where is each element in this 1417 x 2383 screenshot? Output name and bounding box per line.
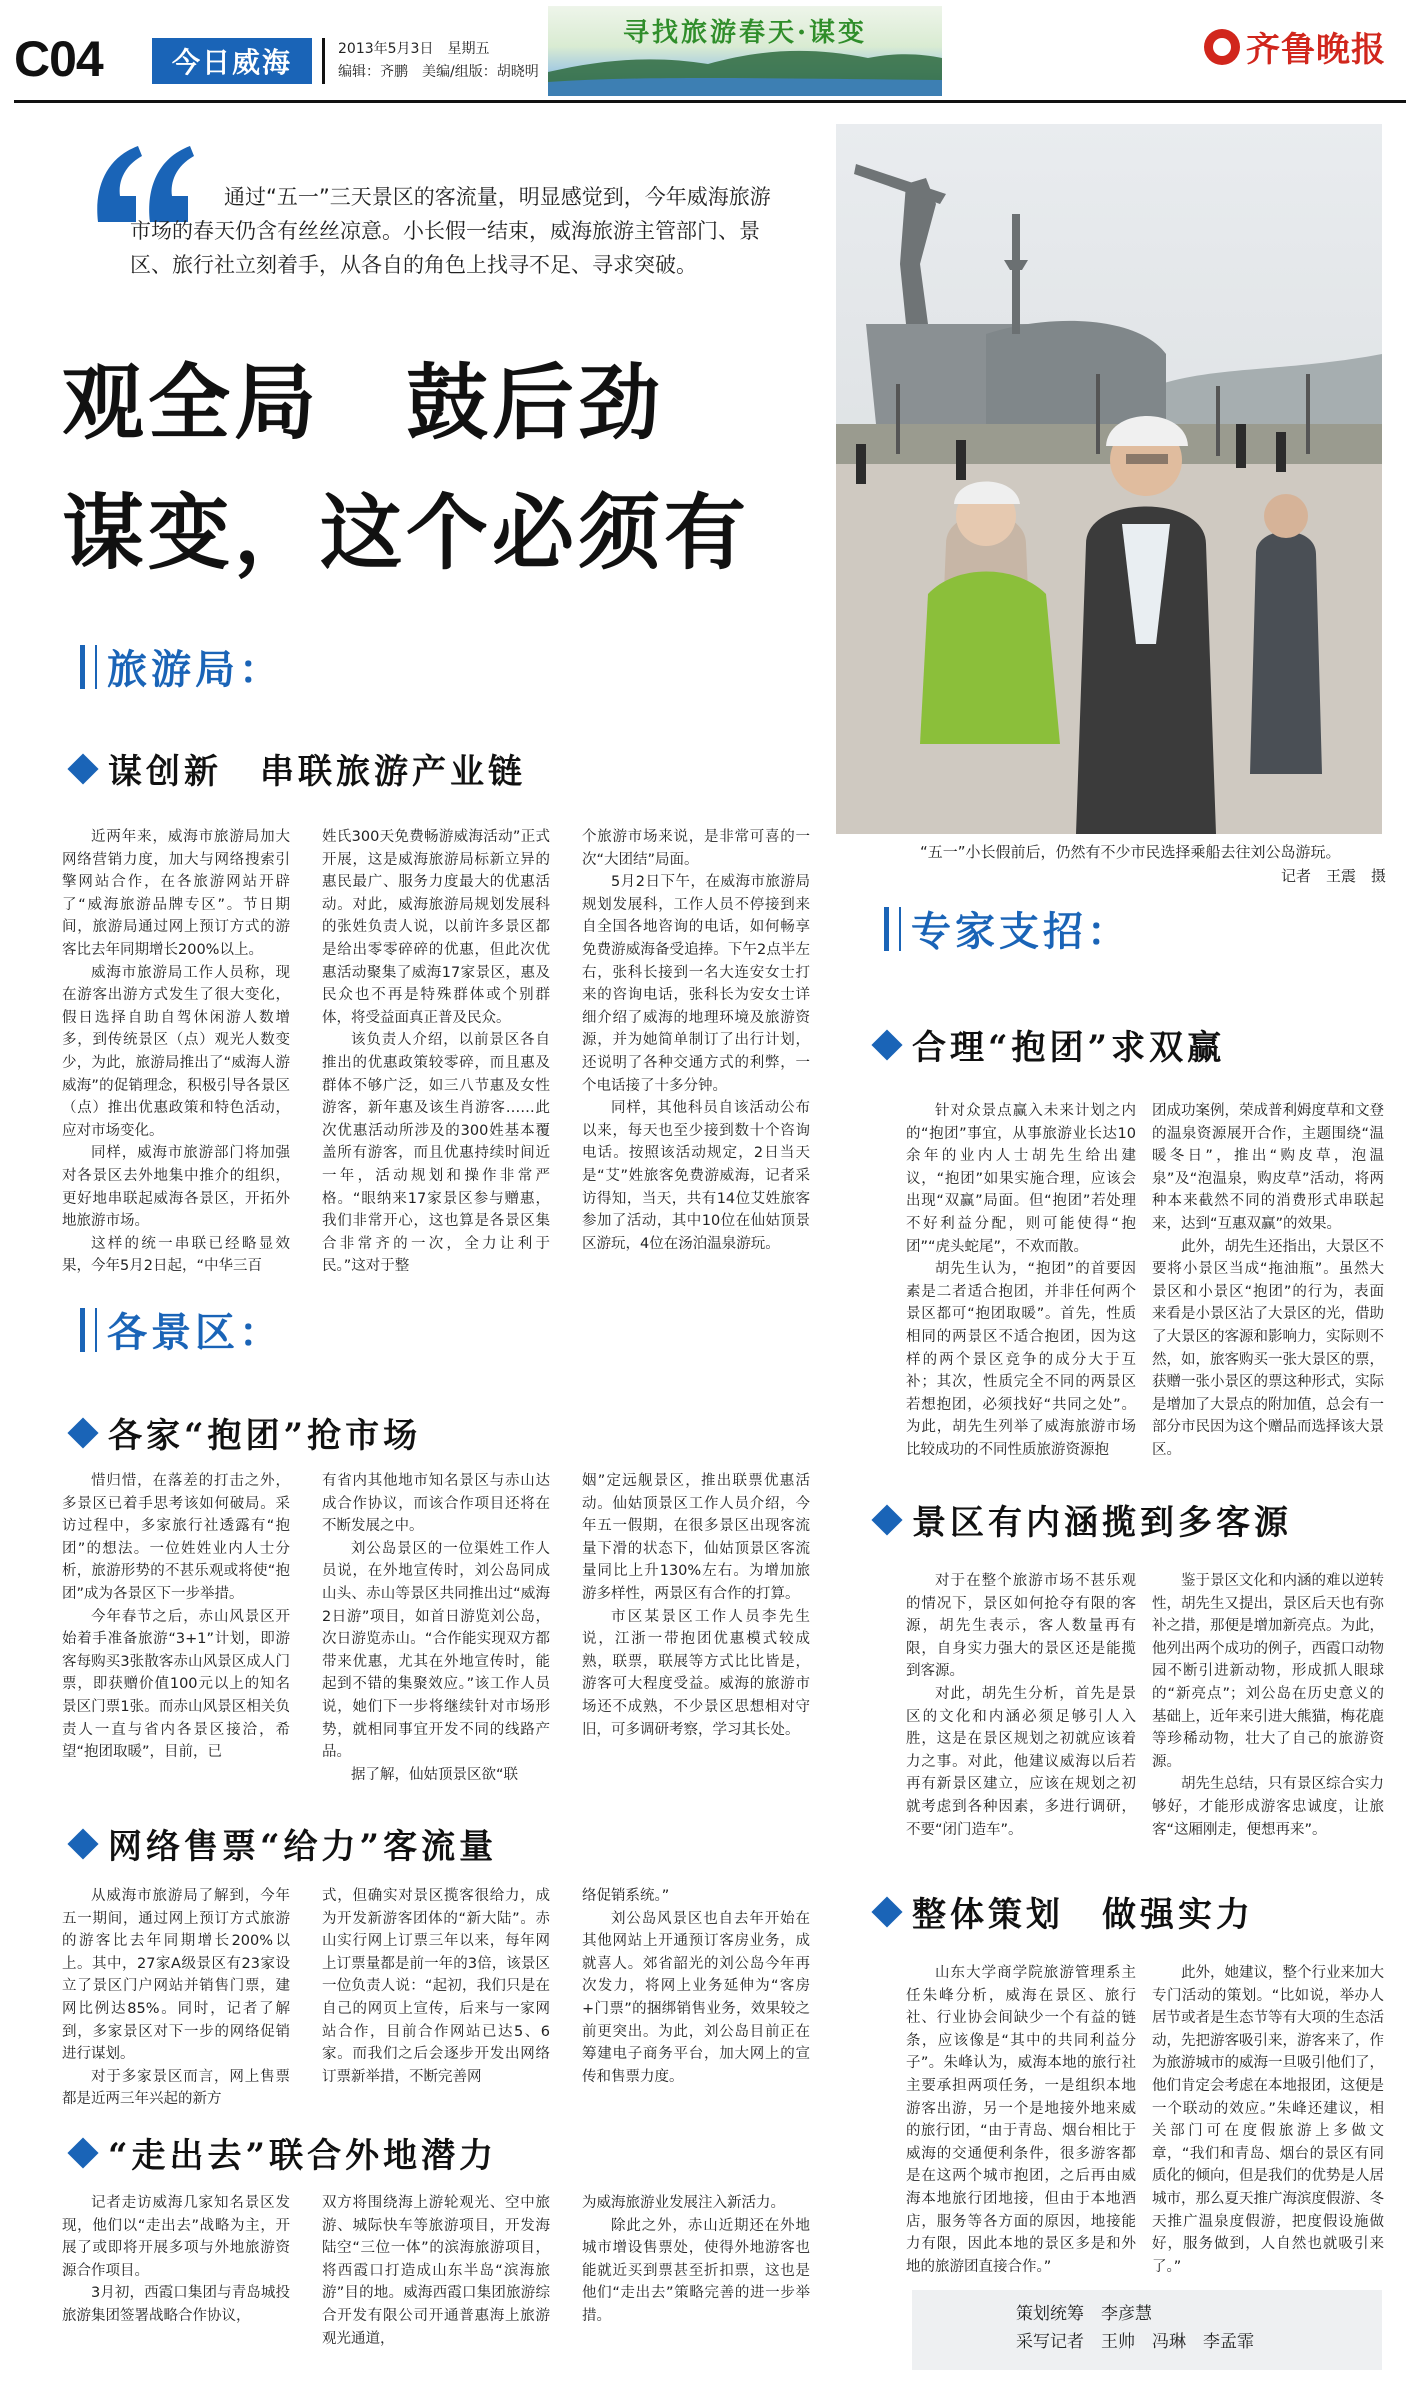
news-photo: [836, 124, 1382, 834]
article-connotation-col-1: 对于在整个旅游市场不甚乐观的情况下，景区如何抢夺有限的客源，胡先生表示，客人数量再有限，自身实力强大的景区还是能揽到客源。 对此，胡先生分析，首先是景区的文化和内涵必须足够引人入胜，这是在景区规划之初就应该着力之事。对此，他建议威海以后若再有新景区建立，应该在规划之初就考虑到各种因素，多进行调研，不要“闭门造车”。: [906, 1573, 1136, 1838]
article-overall-plan-col-2: 此外，她建议，整个行业来加大专门活动的策划。“比如说，举办人居节或者是生态节等有大项的生态活动，先把游客吸引来，游客来了，作为旅游城市的威海一旦吸引他们了，他们肯定会考虑在本地报团，这便是一个联动的效应。”朱峰还建议，相关部门可在度假旅游上多做文章，“我们和青岛、烟台的景区有同质化的倾向，但是我们的优势是人居城市，那么夏天推广海滨度假游、冬天推广温泉度假游，把度假设施做好，服务做到，人自然也就吸引来了。”: [1152, 1965, 1384, 2275]
photo-illustration: [836, 124, 1382, 834]
article-online-tickets-col-1: 从威海市旅游局了解到，今年五一期间，通过网上预订方式旅游的游客比去年同期增长200%以上。其中，27家A级景区有23家设立了景区门户网站并销售门票，建网比例达85%。同时，记者了解到，多家景区对下一步的网络促销进行谋划。 对于多家景区而言，网上售票都是近两三年兴起的新方: [62, 1888, 290, 2108]
banner-title: 寻找旅游春天·谋变: [622, 18, 868, 48]
section-tag: 今日威海: [152, 38, 312, 84]
section-label-scenic-spots: 各景区：: [80, 1301, 283, 1358]
article-innovation-col-1: 近两年来，威海市旅游局加大网络营销力度，加大与网络搜索引擎网站合作，在各旅游网站开辟了“威海旅游品牌专区”。节日期间，旅游局通过网上预订方式的游客比去年同期增长200%以上。 威海市旅游局工作人员称，现在游客出游方式发生了很大变化，假日选择自助自驾休闲游人数增多，到传统景区（点）观光人数变少，为此，旅游局推出了“威海人游威海”的促销理念，积极引导各景区（点）推出优惠政策和特色活动，应对市场变化。 同样，威海市旅游部门将加强对各景区去外地集中推介的组织，更好地串联起威海各景区，开拓外地旅游市场。 这样的统一串联已经略显效果，今年5月2日起，“中华三百: [62, 829, 290, 1275]
caption-text: “五一”小长假前后，仍然有不少市民选择乘船去往刘公岛游玩。: [920, 843, 1341, 861]
logo-text: 齐鲁晚报: [1246, 30, 1386, 70]
credit-planner: 策划统筹 李彦慧: [1016, 2304, 1152, 2324]
article-title-connotation: 景区有内涵揽到多客源: [876, 1495, 1292, 1544]
article-online-tickets-col-3: 络促销系统。” 刘公岛风景区也自去年开始在其他网站上开通预订客房业务，成就喜人。郊省韶光的刘公岛今年再次发力，将网上业务延伸为“客房+门票”的捆绑销售业务，效果较之前更突出。为此，刘公岛目前正在筹建电子商务平台，加大网上的宣传和售票力度。: [582, 1888, 810, 2085]
diamond-icon: [67, 1417, 98, 1448]
article-title-innovation: 谋创新 串联旅游产业链: [72, 744, 526, 793]
section-label-tourism-bureau: 旅游局：: [80, 638, 283, 695]
diamond-icon: [67, 1828, 98, 1859]
diamond-icon: [871, 1896, 902, 1927]
header-rule: [14, 100, 1406, 103]
article-go-out-col-1: 记者走访威海几家知名景区发现，他们以“走出去”战略为主，开展了或即将开展多项与外地旅游资源合作项目。 3月初，西霞口集团与青岛城投旅游集团签署战略合作协议，: [62, 2195, 290, 2324]
diamond-icon: [67, 2137, 98, 2168]
photo-caption: [920, 840, 1390, 888]
article-win-win-col-1: 针对众景点赢入未来计划之内的“抱团”事宜，从事旅游业长达10余年的业内人士胡先生给出建议，“抱团”如果实施合理，应该会出现“双赢”局面。但“抱团”若处理不好利益分配，则可能使得“抱团”“虎头蛇尾”，不欢而散。 胡先生认为，“抱团”的首要因素是二者适合抱团，并非任何两个景区都可“抱团取暖”。首先，性质相同的两景区不适合抱团，因为这样的两个景区竞争的成分大于互补；其次，性质完全不同的两景区若想抱团，必须找好“共同之处”。为此，胡先生列举了威海旅游市场比较成功的不同性质旅游资源抱: [906, 1103, 1136, 1458]
logo-mark-icon: [1204, 29, 1240, 65]
date-line: 2013年5月3日 星期五: [338, 41, 490, 57]
article-overall-plan-col-1: 山东大学商学院旅游管理系主任朱峰分析，威海在景区、旅行社、行业协会间缺少一个有益的链条，应该像是“其中的共同利益分子”。朱峰认为，威海本地的旅行社主要承担两项任务，一是组织本地游客出游，另一个是地接外地来威的旅行团，“由于青岛、烟台相比于威海的交通便利条件，很多游客都是在这两个城市抱团，之后再由威海本地旅行团地接，但由于本地酒店，服务等各方面的原因，地接能力有限，因此本地的景区多是和外地的旅游团直接合作。”: [906, 1965, 1136, 2275]
article-connotation-col-2: 鉴于景区文化和内涵的难以逆转性，胡先生又提出，景区后天也有弥补之措，那便是增加新亮点。为此，他列出两个成功的例子，西霞口动物园不断引进新动物，形成抓人眼球的“新亮点”；刘公岛在历史意义的基础上，近年来引进大熊猫，梅花鹿等珍稀动物，壮大了自己的旅游资源。 胡先生总结，只有景区综合实力够好，才能形成游客忠诚度，让旅客“这厢刚走，便想再来”。: [1152, 1573, 1384, 1838]
diamond-icon: [67, 753, 98, 784]
banner-landscape: [548, 6, 942, 96]
article-alliance-col-1: 惜归惜，在落差的打击之外，多景区已着手思考该如何破局。采访过程中，多家旅行社透露有“抱团”的想法。一位姓姓业内人士分析，旅游形势的不甚乐观或将使“抱团”成为各景区下一步举措。 今年春节之后，赤山风景区开始着手准备旅游“3+1”计划，即游客每购买3张散客赤山风景区成人门票，即获赠价值100元以上的知名景区门票1张。而赤山风景区相关负责人一直与省内各景区接洽，希望“抱团取暖”，目前，已: [62, 1473, 290, 1761]
article-alliance-col-2: 有省内其他地市知名景区与赤山达成合作协议，而该合作项目还将在不断发展之中。 刘公岛景区的一位渠姓工作人员说，在外地宣传时，刘公岛同成山头、赤山等景区共同推出过“威海2日游”项目，如首日游览刘公岛，次日游览赤山。“合作能实现双方都带来优惠，尤其在外地宣传时，能起到不错的集聚效应。”该工作人员说，她们下一步将继续针对市场形势，就相同事宜开发不同的线路产品。 据了解，仙姑顶景区欲“联: [322, 1473, 550, 1783]
series-banner: [548, 6, 942, 96]
page-number: C04: [14, 31, 103, 87]
photo-credit: 记者 王震 摄: [1280, 867, 1386, 885]
article-innovation-col-2: 姓氏300天免费畅游威海活动”正式开展，这是威海旅游局标新立异的惠民最广、服务力度最大的优惠活动。对此，威海旅游局规划发展科的张姓负责人说，以前许多景区都是给出零零碎碎的优惠，但此次优惠活动聚集了威海17家景区，惠及民众也不再是特殊群体或个别群体，将受益面真正普及民众。 该负责人介绍，以前景区各自推出的优惠政策较零碎，而且惠及群体不够广泛，如三八节惠及女性游客，新年惠及该生肖游客……此次优惠活动所涉及的300姓基本覆盖所有游客，而且优惠持续时间近一年，活动规划和操作非常严格。“眼纳来17家景区参与赠惠，我们非常开心，这也算是各景区集合非常齐的一次，全力让利于民。”这对于整: [322, 829, 550, 1275]
article-title-online-tickets: 网络售票“给力”客流量: [72, 1819, 497, 1868]
article-online-tickets-col-2: 式，但确实对景区揽客很给力，成为开发新游客团体的“新大陆”。赤山实行网上订票三年以来，每年网上订票量都是前一年的3倍，该景区一位负责人说：“起初，我们只是在自己的网页上宣传，后来与一家网站合作，目前合作网站已达5、6家。而我们之后会逐步开发出网络订票新举措，不断完善网: [322, 1888, 550, 2085]
intro-paragraph: 通过“五一”三天景区的客流量，明显感觉到，今年威海旅游市场的春天仍含有丝丝凉意。小长假一结束，威海旅游主管部门、景区、旅行社立刻着手，从各自的角色上找寻不足、寻求突破。: [130, 185, 771, 277]
article-title-alliance: 各家“抱团”抢市场: [72, 1408, 421, 1457]
header-meta: [338, 38, 539, 84]
article-go-out-col-2: 双方将围绕海上游轮观光、空中旅游、城际快车等旅游项目，开发海陆空“三位一体”的滨海旅游项目，将西霞口打造成山东半岛“滨海旅游”目的地。威海西霞口集团旅游综合开发有限公司开通普惠海上旅游观光通道，: [322, 2195, 550, 2347]
article-go-out-col-3: 为威海旅游业发展注入新活力。 除此之外，赤山近期还在外地城市增设售票处，使得外地游客也能就近买到票甚至折扣票，这也是他们“走出去”策略完善的进一步举措。: [582, 2195, 810, 2324]
headline-line-1: 观全局 鼓后劲: [62, 356, 665, 451]
editor-line: 编辑：齐鹏 美编/组版：胡晓明: [338, 64, 539, 80]
staff-credits: [912, 2290, 1382, 2370]
page-header: [0, 0, 1417, 100]
section-label-experts: 专家支招：: [884, 900, 1131, 957]
headline-line-2: 谋变，这个必须有: [62, 486, 751, 581]
diamond-icon: [871, 1029, 902, 1060]
diamond-icon: [871, 1504, 902, 1535]
credit-reporters: 采写记者 王帅 冯琳 李孟霏: [1016, 2332, 1254, 2352]
article-title-overall-plan: 整体策划 做强实力: [876, 1887, 1254, 1936]
article-win-win-col-2: 团成功案例，荣成普利姆度草和文登的温泉资源展开合作，主题围绕“温暖冬日”，推出“购皮草，泡温泉”及“泡温泉，购皮草”活动，将两种本来截然不同的消费形式串联起来，达到“互惠双赢”的效果。 此外，胡先生还指出，大景区不要将小景区当成“拖油瓶”。虽然大景区和小景区“抱团”的行为，表面来看是小景区沾了大景区的光，借助了大景区的客源和影响力，实际则不然，如，旅客购买一张大景区的票，获赠一张小景区的票这种形式，实际是增加了大景点的附加值，总会有一部分市民因为这个赠品而选择该大景区。: [1152, 1103, 1384, 1458]
header-divider: [322, 38, 325, 84]
article-alliance-col-3: 姻”定远舰景区，推出联票优惠活动。仙姑顶景区工作人员介绍，今年五一假期，在很多景区出现客流量下滑的状态下，仙姑顶景区客流量同比上升130%左右。为增加旅游多样性，两景区有合作的打算。 市区某景区工作人员李先生说，江浙一带抱团优惠模式较成熟，联票，联展等方式比比皆是，游客可大程度受益。威海的旅游市场还不成熟，不少景区思想相对守旧，可多调研考察，学习其长处。: [582, 1473, 810, 1738]
article-title-go-out: “走出去”联合外地潜力: [72, 2128, 497, 2177]
newspaper-logo: [1204, 22, 1386, 71]
article-title-win-win: 合理“抱团”求双赢: [876, 1020, 1225, 1069]
article-innovation-col-3: 个旅游市场来说，是非常可喜的一次“大团结”局面。 5月2日下午，在威海市旅游局规划发展科，工作人员不停接到来自全国各地咨询的电话，如何畅享免费游威海备受追捧。下午2点半左右，张科长接到一名大连安女士打来的咨询电话，张科长为安女士详细介绍了威海的地理环境及旅游资源，并为她简单制订了出行计划，还说明了各种交通方式的利弊，一个电话接了十多分钟。 同样，其他科员自该活动公布以来，每天也至少接到数十个咨询电话。按照该活动规定，2日当天是“艾”姓旅客免费游威海，记者采访得知，当天，共有14位艾姓旅客参加了活动，其中10位在仙姑顶景区游玩，4位在汤泊温泉游玩。: [582, 829, 810, 1252]
